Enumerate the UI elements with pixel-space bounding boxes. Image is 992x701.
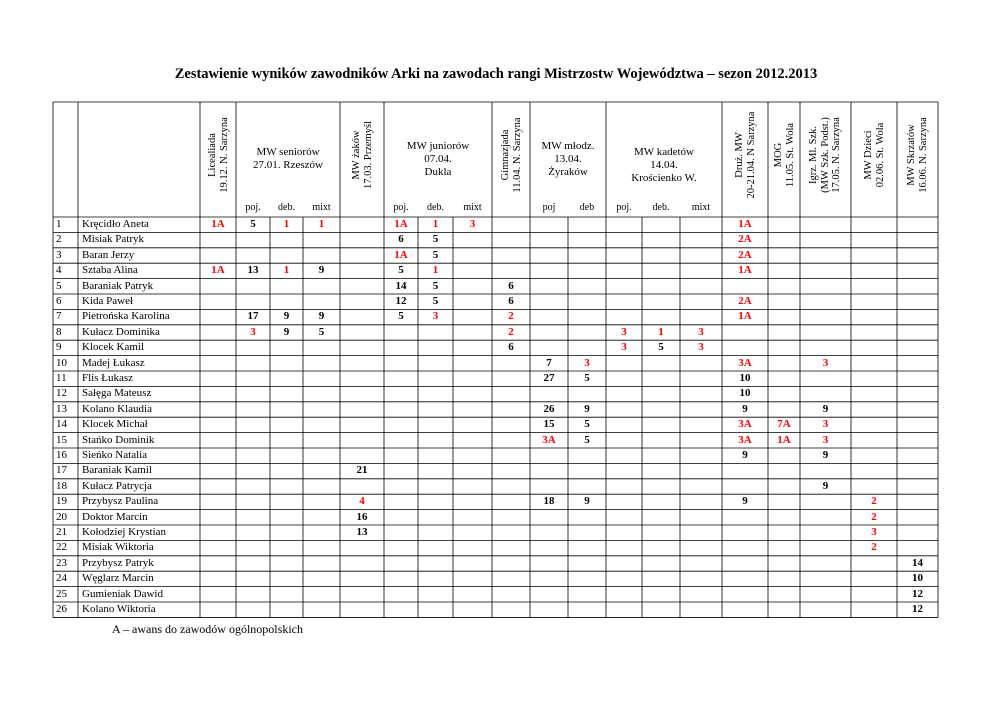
result-cell: 2A (738, 233, 752, 246)
header-mw-kadetow (606, 146, 722, 185)
result-cell: 2A (738, 248, 752, 261)
result-cell: 9 (584, 402, 590, 415)
result-cell: 12 (395, 295, 407, 307)
header-igrz-line: 17.05. N. Sarzyna (831, 117, 843, 193)
result-cell: 10 (739, 372, 751, 384)
player-name: Kolano Wiktoria (82, 603, 156, 615)
subheader-sen_mixt: mixt (312, 202, 331, 213)
row-number: 2 (56, 233, 62, 246)
result-cell: 1A (738, 310, 752, 323)
row-number: 9 (56, 341, 62, 354)
subheader-kad_deb: deb. (652, 202, 670, 213)
result-cell: 13 (356, 526, 368, 538)
result-cell: 3 (871, 526, 877, 538)
result-cell: 1 (432, 264, 439, 277)
result-cell: 1A (738, 218, 752, 230)
result-cell: 2 (871, 495, 877, 508)
result-cell: 1A (394, 218, 408, 230)
row-number: 13 (56, 402, 67, 415)
row-number: 8 (56, 325, 62, 338)
header-druz-mw-line: 20-21.04. N Sarzyna (745, 111, 756, 199)
header-mog-line: 11.05. St. Wola (784, 122, 795, 188)
result-cell: 3 (822, 418, 829, 431)
header-mw-dzieci-line: 02.06. St. Wola (874, 122, 885, 188)
result-cell: 6 (508, 295, 514, 307)
result-cell: 6 (398, 233, 404, 246)
result-cell: 9 (318, 310, 325, 323)
player-name: Sałęga Mateusz (82, 387, 152, 400)
player-name: Kułacz Patrycja (82, 479, 152, 492)
header-mw-seniorow-line: MW seniorów (256, 146, 320, 158)
header-mw-kadetow-line: 14.04. (650, 159, 678, 171)
header-mog (773, 106, 796, 204)
subheader-kad_poj: poj. (616, 202, 632, 213)
header-mw-seniorow (236, 146, 340, 172)
result-cell: 1 (283, 264, 290, 277)
result-cell: 3 (698, 325, 704, 338)
result-cell: 5 (398, 264, 404, 277)
result-cell: 3A (738, 356, 752, 369)
header-druz-mw-line: Druż. MW (733, 132, 745, 178)
result-cell: 5 (658, 341, 664, 354)
player-name: Misiak Wiktoria (82, 541, 154, 554)
result-cell: 2 (508, 310, 514, 323)
header-igrz-line: (MW Szk. Podst.) (819, 117, 831, 193)
player-name: Doktor Marcin (82, 510, 148, 523)
header-igrz-line: Igrz. Ml. Szk. (808, 125, 820, 185)
player-name: Przybysz Patryk (82, 556, 154, 569)
result-cell: 5 (398, 310, 404, 323)
row-number: 7 (56, 310, 62, 323)
result-cell: 1A (211, 264, 225, 277)
player-name: Kułacz Dominika (82, 325, 160, 338)
result-cell: 5 (318, 325, 325, 338)
player-name: Kida Paweł (82, 295, 134, 307)
header-mw-skrzatow (906, 106, 929, 204)
result-cell: 10 (739, 387, 751, 400)
result-cell: 13 (247, 264, 259, 277)
result-cell: 1A (738, 264, 752, 277)
header-mw-kadetow-line: Krościenko W. (631, 172, 697, 184)
header-mw-zakow-line: 17.03. Przemyśl (362, 121, 373, 189)
result-cell: 2 (871, 510, 877, 523)
result-cell: 2 (508, 325, 514, 338)
result-cell: 9 (742, 402, 748, 415)
player-name: Węglarz Marcin (82, 572, 154, 585)
header-mw-kadetow-line: MW kadetów (634, 146, 694, 158)
subheader-jun_mixt: mixt (463, 202, 482, 213)
row-number: 12 (56, 387, 67, 400)
result-cell: 5 (432, 279, 439, 292)
result-cell: 3 (584, 356, 590, 369)
result-cell: 3 (822, 433, 829, 446)
row-number: 14 (56, 418, 67, 431)
result-cell: 3 (469, 218, 476, 230)
player-name: Klocek Michał (82, 418, 148, 431)
page-title: Zestawienie wyników zawodników Arki na zawodach rangi Mistrzostw Województwa – sezon 2012.2013 (174, 66, 818, 82)
result-cell: 3 (621, 341, 627, 354)
player-name: Madej Łukasz (82, 356, 145, 369)
result-cell: 6 (508, 279, 514, 292)
header-mw-zakow (351, 106, 374, 204)
subheader-mlo_deb: deb (579, 202, 595, 213)
row-number: 1 (56, 218, 62, 230)
header-mw-zakow-line: MW żaków (350, 130, 362, 180)
subheader-mlo_poj: poj (542, 202, 556, 213)
result-cell: 9 (742, 495, 748, 508)
header-licealiada-line: 19.12. N. Sarzyna (218, 117, 229, 193)
header-mw-juniorow (384, 140, 492, 179)
result-cell: 3 (698, 341, 704, 354)
header-gimnazjada (500, 106, 523, 204)
result-cell: 16 (356, 510, 368, 523)
row-number: 26 (56, 603, 67, 615)
result-cell: 5 (584, 418, 590, 431)
result-cell: 9 (822, 449, 829, 461)
player-name: Kolano Klaudia (82, 402, 152, 415)
result-cell: 3 (432, 310, 439, 323)
result-cell: 5 (584, 433, 590, 446)
player-name: Pietrońska Karolina (82, 310, 170, 323)
result-cell: 4 (359, 495, 365, 508)
header-mw-juniorow-line: 07.04. (424, 153, 452, 165)
result-cell: 7 (546, 356, 552, 369)
row-number: 25 (56, 587, 67, 600)
result-cell: 9 (822, 479, 829, 492)
result-cell: 12 (912, 603, 923, 615)
result-cell: 3A (542, 433, 556, 446)
result-cell: 3 (250, 325, 256, 338)
row-number: 10 (56, 356, 67, 369)
header-mw-mlodz-line: Żyraków (548, 166, 588, 178)
result-cell: 1 (658, 325, 664, 338)
result-cell: 1A (777, 433, 791, 446)
result-cell: 1 (283, 218, 290, 230)
player-name: Baraniak Kamil (82, 464, 152, 477)
result-cell: 9 (742, 449, 748, 461)
result-cell: 3 (822, 356, 829, 369)
subheader-sen_deb: deb. (278, 202, 295, 213)
result-cell: 5 (584, 372, 590, 384)
header-druz-mw (734, 106, 757, 204)
row-number: 19 (56, 495, 67, 508)
result-cell: 5 (432, 233, 439, 246)
result-cell: 7A (777, 418, 791, 431)
header-mw-dzieci (863, 106, 886, 204)
player-name: Stańko Dominik (82, 433, 155, 446)
result-cell: 9 (318, 264, 325, 277)
header-mw-seniorow-line: 27.01. Rzeszów (253, 159, 323, 171)
header-mw-dzieci-line: MW Dzieci (862, 130, 874, 180)
result-cell: 1A (394, 248, 408, 261)
result-cell: 2A (738, 295, 752, 307)
result-cell: 2 (871, 541, 877, 554)
row-number: 6 (56, 295, 62, 307)
player-name: Baraniak Patryk (82, 279, 154, 292)
player-name: Kręcidło Aneta (82, 218, 149, 230)
result-cell: 17 (247, 310, 259, 323)
row-number: 17 (56, 464, 67, 477)
player-name: Baran Jerzy (82, 248, 135, 261)
player-name: Kołodziej Krystian (82, 526, 167, 538)
result-cell: 14 (395, 279, 407, 292)
row-number: 21 (56, 526, 67, 538)
result-cell: 1 (318, 218, 325, 230)
result-cell: 5 (250, 218, 256, 230)
subheader-sen_poj: poj. (245, 202, 261, 213)
result-cell: 5 (432, 248, 439, 261)
row-number: 11 (56, 372, 67, 384)
result-cell: 18 (543, 495, 555, 508)
result-cell: 14 (912, 556, 923, 569)
result-cell: 9 (822, 402, 829, 415)
result-cell: 5 (432, 295, 439, 307)
header-mw-mlodz-line: 13.04. (554, 153, 582, 165)
header-igrz (808, 106, 843, 204)
header-gimnazjada-line: 11.04. N. Sarzyna (511, 117, 522, 193)
row-number: 24 (56, 572, 67, 585)
header-licealiada-line: Licealiada (206, 133, 218, 177)
row-number: 23 (56, 556, 67, 569)
header-mw-juniorow-line: Dukla (424, 166, 452, 178)
result-cell: 27 (543, 372, 555, 384)
result-cell: 9 (283, 310, 290, 323)
player-name: Misiak Patryk (82, 233, 145, 246)
row-number: 5 (56, 279, 62, 292)
row-number: 3 (56, 248, 62, 261)
player-name: Przybysz Paulina (82, 495, 159, 508)
result-cell: 9 (584, 495, 590, 508)
row-number: 20 (56, 510, 67, 523)
subheader-kad_mixt: mixt (691, 202, 711, 213)
player-name: Flis Łukasz (82, 372, 134, 384)
result-cell: 1A (211, 218, 225, 230)
player-name: Gumieniak Dawid (82, 587, 163, 600)
player-name: Sieńko Natalia (82, 449, 148, 461)
row-number: 15 (56, 433, 67, 446)
header-gimnazjada-line: Gimnazjada (499, 129, 511, 181)
header-mog-line: MOG (772, 142, 784, 168)
header-mw-skrzatow-line: MW Skrzatów (906, 124, 917, 186)
row-number: 4 (56, 264, 62, 277)
result-cell: 3A (738, 418, 752, 431)
header-licealiada (207, 106, 230, 204)
result-cell: 1 (432, 218, 439, 230)
row-number: 22 (56, 541, 67, 554)
result-cell: 15 (543, 418, 555, 431)
result-cell: 3 (621, 325, 627, 338)
result-cell: 3A (738, 433, 752, 446)
footnote: A – awans do zawodów ogólnopolskich (112, 622, 303, 636)
header-mw-skrzatow-line: 16.06. N. Sarzyna (917, 117, 929, 193)
result-cell: 21 (356, 464, 368, 477)
subheader-jun_poj: poj. (393, 202, 409, 213)
row-number: 16 (56, 449, 67, 461)
result-cell: 26 (543, 402, 555, 415)
header-mw-mlodz (530, 140, 606, 179)
player-name: Klocek Kamil (82, 341, 145, 354)
subheader-jun_deb: deb. (427, 202, 444, 213)
player-name: Sztaba Alina (82, 264, 138, 277)
result-cell: 12 (912, 587, 923, 600)
result-cell: 9 (283, 325, 290, 338)
header-mw-mlodz-line: MW młodz. (541, 140, 595, 152)
result-cell: 10 (912, 572, 923, 585)
result-cell: 6 (508, 341, 514, 354)
row-number: 18 (56, 479, 67, 492)
header-mw-juniorow-line: MW juniorów (406, 140, 470, 152)
